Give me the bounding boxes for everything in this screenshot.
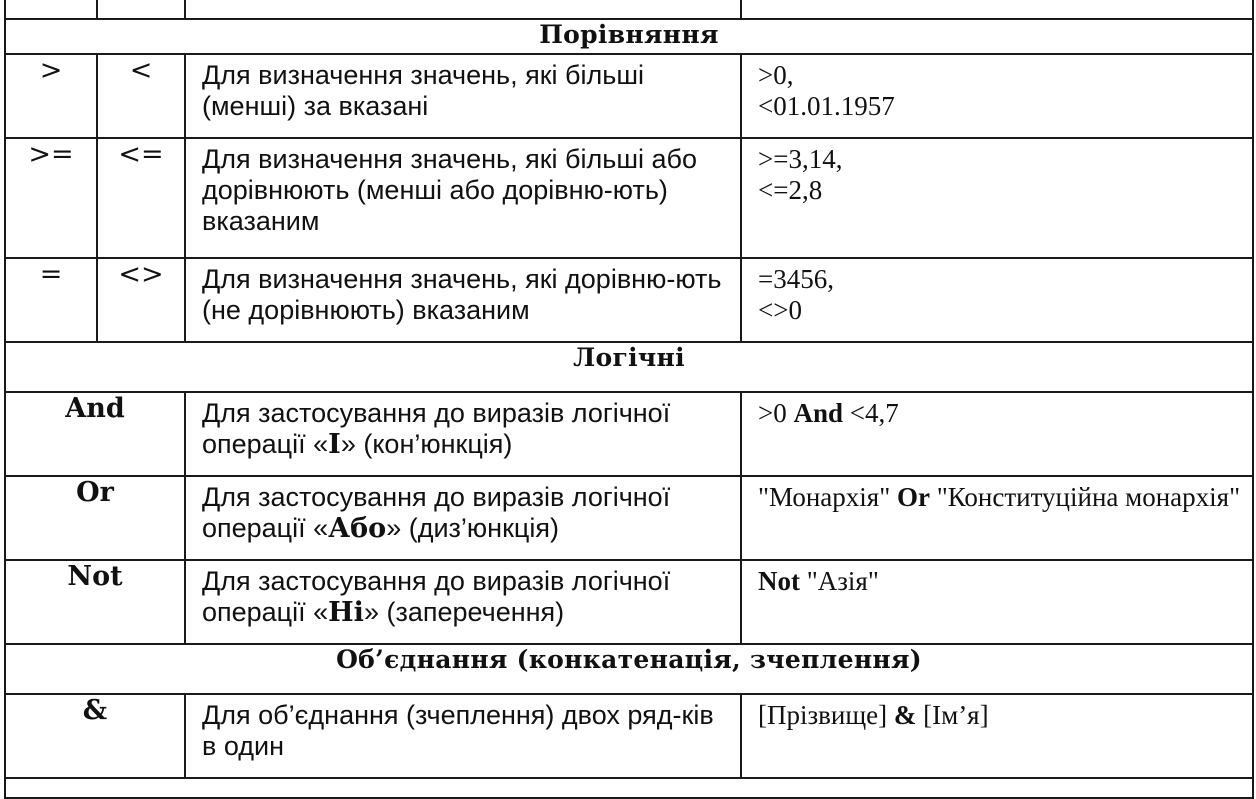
example-line: >0, bbox=[758, 60, 794, 90]
description-keyword: Ні bbox=[328, 597, 364, 628]
description-text: Для застосування до виразів логічної операції « bbox=[202, 482, 671, 543]
example-keyword: And bbox=[793, 398, 844, 428]
section-title-concat: Об’єднання (конкатенація, зчеплення) bbox=[5, 644, 1253, 694]
section-row-concat bbox=[5, 644, 1253, 694]
description-keyword: Або bbox=[328, 513, 387, 544]
operator-greater: > bbox=[5, 54, 97, 138]
table-row bbox=[5, 560, 1253, 644]
operators-table bbox=[4, 0, 1254, 799]
table-row bbox=[5, 476, 1253, 560]
description-text: Для застосування до виразів логічної операції « bbox=[202, 398, 671, 459]
example-text: "Монархія" bbox=[758, 482, 897, 512]
operator-and: And bbox=[5, 392, 185, 476]
section-title-comparison: Порівняння bbox=[5, 19, 1253, 54]
description-text: Для визначення значень, які більші (менші) за вказані bbox=[202, 60, 644, 121]
table-row bbox=[5, 258, 1253, 342]
operator-greater-equal: >= bbox=[5, 138, 97, 258]
example-line: =3456, bbox=[758, 264, 834, 294]
example-cell bbox=[741, 476, 1253, 560]
operator-or: Or bbox=[5, 476, 185, 560]
operator-not-equal: <> bbox=[97, 258, 185, 342]
example-cell bbox=[741, 138, 1253, 258]
description-text: Для застосування до виразів логічної операції « bbox=[202, 566, 671, 627]
description-cell bbox=[185, 476, 741, 560]
description-text: Для визначення значень, які більші або дорівнюють (менші або дорівню-ють) вказаним bbox=[202, 144, 697, 236]
example-line: <=2,8 bbox=[758, 175, 823, 205]
operator-ampersand: & bbox=[5, 694, 185, 778]
example-text: <4,7 bbox=[843, 398, 899, 428]
table-row-top-fragment bbox=[5, 0, 1253, 19]
example-cell bbox=[741, 258, 1253, 342]
description-cell bbox=[185, 694, 741, 778]
description-text: » (диз’юнкція) bbox=[386, 513, 559, 543]
example-line: >=3,14, bbox=[758, 144, 843, 174]
section-row-logical bbox=[5, 342, 1253, 392]
operator-less: < bbox=[97, 54, 185, 138]
description-cell bbox=[185, 560, 741, 644]
example-text: [Ім’я] bbox=[916, 700, 989, 730]
example-cell bbox=[741, 392, 1253, 476]
operator-equal: = bbox=[5, 258, 97, 342]
example-keyword: & bbox=[893, 700, 917, 730]
section-title-logical: Логічні bbox=[5, 342, 1253, 392]
table-row-bottom-fragment bbox=[5, 778, 1253, 798]
example-keyword: Or bbox=[896, 482, 930, 512]
example-text: "Азія" bbox=[800, 566, 879, 596]
operator-less-equal: <= bbox=[97, 138, 185, 258]
description-keyword: І bbox=[328, 429, 341, 460]
description-cell bbox=[185, 138, 741, 258]
table-row bbox=[5, 138, 1253, 258]
example-cell bbox=[741, 694, 1253, 778]
description-text: » (кон’юнкція) bbox=[340, 429, 513, 459]
example-line: <01.01.1957 bbox=[758, 91, 895, 121]
description-text: Для об’єднання (зчеплення) двох ряд-ків в один bbox=[202, 700, 714, 761]
description-text: Для визначення значень, які дорівню-ють (не дорівнюють) вказаним bbox=[202, 264, 722, 325]
example-cell bbox=[741, 560, 1253, 644]
section-row-comparison bbox=[5, 19, 1253, 54]
table-row bbox=[5, 392, 1253, 476]
description-text: » (заперечення) bbox=[363, 597, 565, 627]
description-cell bbox=[185, 54, 741, 138]
example-line: <>0 bbox=[758, 295, 802, 325]
example-text: >0 bbox=[758, 398, 794, 428]
operator-not: Not bbox=[5, 560, 185, 644]
example-text: "Конституційна монархія" bbox=[929, 482, 1241, 512]
description-cell bbox=[185, 258, 741, 342]
example-text: [Прізвище] bbox=[758, 700, 894, 730]
example-cell bbox=[741, 54, 1253, 138]
table-row bbox=[5, 694, 1253, 778]
table-row bbox=[5, 54, 1253, 138]
example-keyword: Not bbox=[758, 566, 800, 596]
description-cell bbox=[185, 392, 741, 476]
